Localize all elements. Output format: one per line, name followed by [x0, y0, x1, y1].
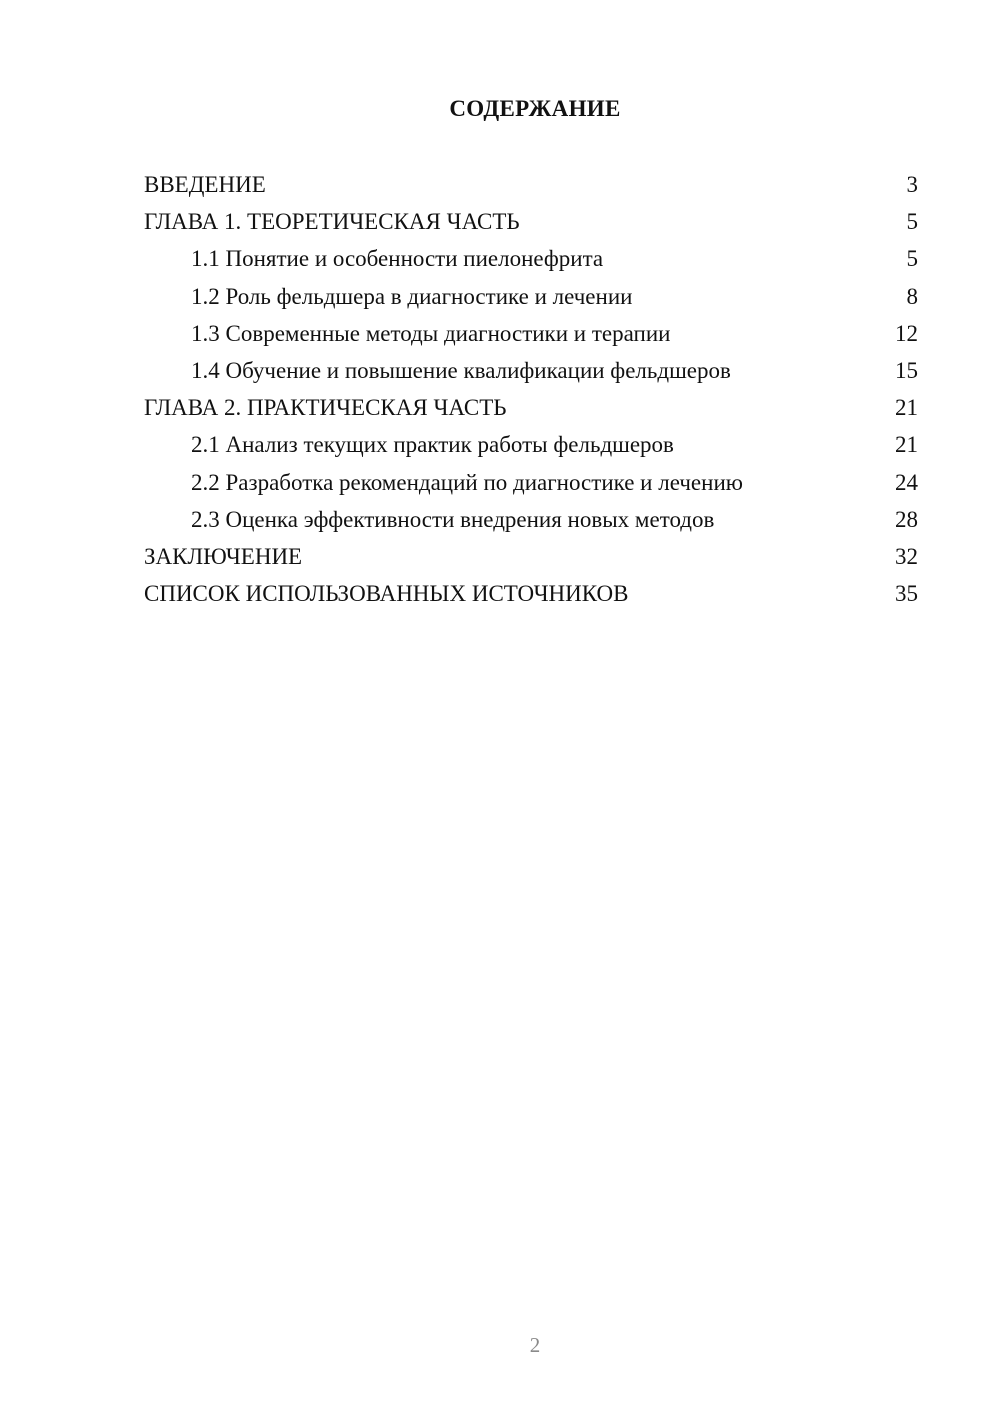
- toc-subitem: [144, 464, 918, 501]
- toc-item-page: 15: [895, 357, 918, 383]
- page-title: СОДЕРЖАНИЕ: [449, 96, 621, 121]
- toc-subitem: [144, 240, 918, 277]
- toc-item-label: 1.4 Обучение и повышение квалификации фельдшеров: [191, 357, 731, 383]
- table-of-contents: [144, 166, 918, 612]
- toc-subitem: [144, 278, 918, 315]
- toc-item-label: ГЛАВА 1. ТЕОРЕТИЧЕСКАЯ ЧАСТЬ: [144, 209, 520, 235]
- toc-item-label: ВВЕДЕНИЕ: [144, 172, 266, 197]
- toc-item-label: 2.3 Оценка эффективности внедрения новых методов: [191, 506, 715, 532]
- toc-subitem: [144, 315, 918, 352]
- toc-item-label: 1.3 Современные методы диагностики и терапии: [191, 320, 671, 346]
- toc-item-page: 3: [906, 172, 918, 197]
- toc-item-label: ГЛАВА 2. ПРАКТИЧЕСКАЯ ЧАСТЬ: [144, 395, 507, 421]
- toc-item-label: 1.1 Понятие и особенности пиелонефрита: [191, 246, 604, 272]
- toc-item-label: 2.1 Анализ текущих практик работы фельдшеров: [191, 432, 674, 458]
- toc-item-label: 2.2 Разработка рекомендаций по диагностике и лечению: [191, 469, 743, 495]
- toc-item: [144, 203, 918, 240]
- toc-subitem: [144, 426, 918, 463]
- toc-item-page: 28: [895, 506, 918, 532]
- toc-item-page: 35: [895, 581, 918, 607]
- toc-item: [144, 538, 918, 575]
- toc-item: [144, 166, 918, 203]
- toc-item: [144, 575, 918, 612]
- toc-item-page: 21: [895, 395, 918, 421]
- toc-subitem: [144, 352, 918, 389]
- toc-item-page: 5: [906, 209, 918, 235]
- toc-item-page: 21: [895, 432, 918, 458]
- toc-item-page: 5: [906, 246, 918, 272]
- toc-item-page: 12: [895, 320, 918, 346]
- toc-item-label: 1.2 Роль фельдшера в диагностике и лечении: [191, 283, 633, 309]
- toc-subitem: [144, 501, 918, 538]
- toc-item: [144, 389, 918, 426]
- toc-item-label: СПИСОК ИСПОЛЬЗОВАННЫХ ИСТОЧНИКОВ: [144, 581, 629, 607]
- toc-item-page: 8: [906, 283, 918, 309]
- toc-item-label: ЗАКЛЮЧЕНИЕ: [144, 543, 303, 569]
- toc-item-page: 32: [895, 543, 918, 569]
- page-number: 2: [529, 1333, 541, 1357]
- toc-item-page: 24: [895, 469, 918, 495]
